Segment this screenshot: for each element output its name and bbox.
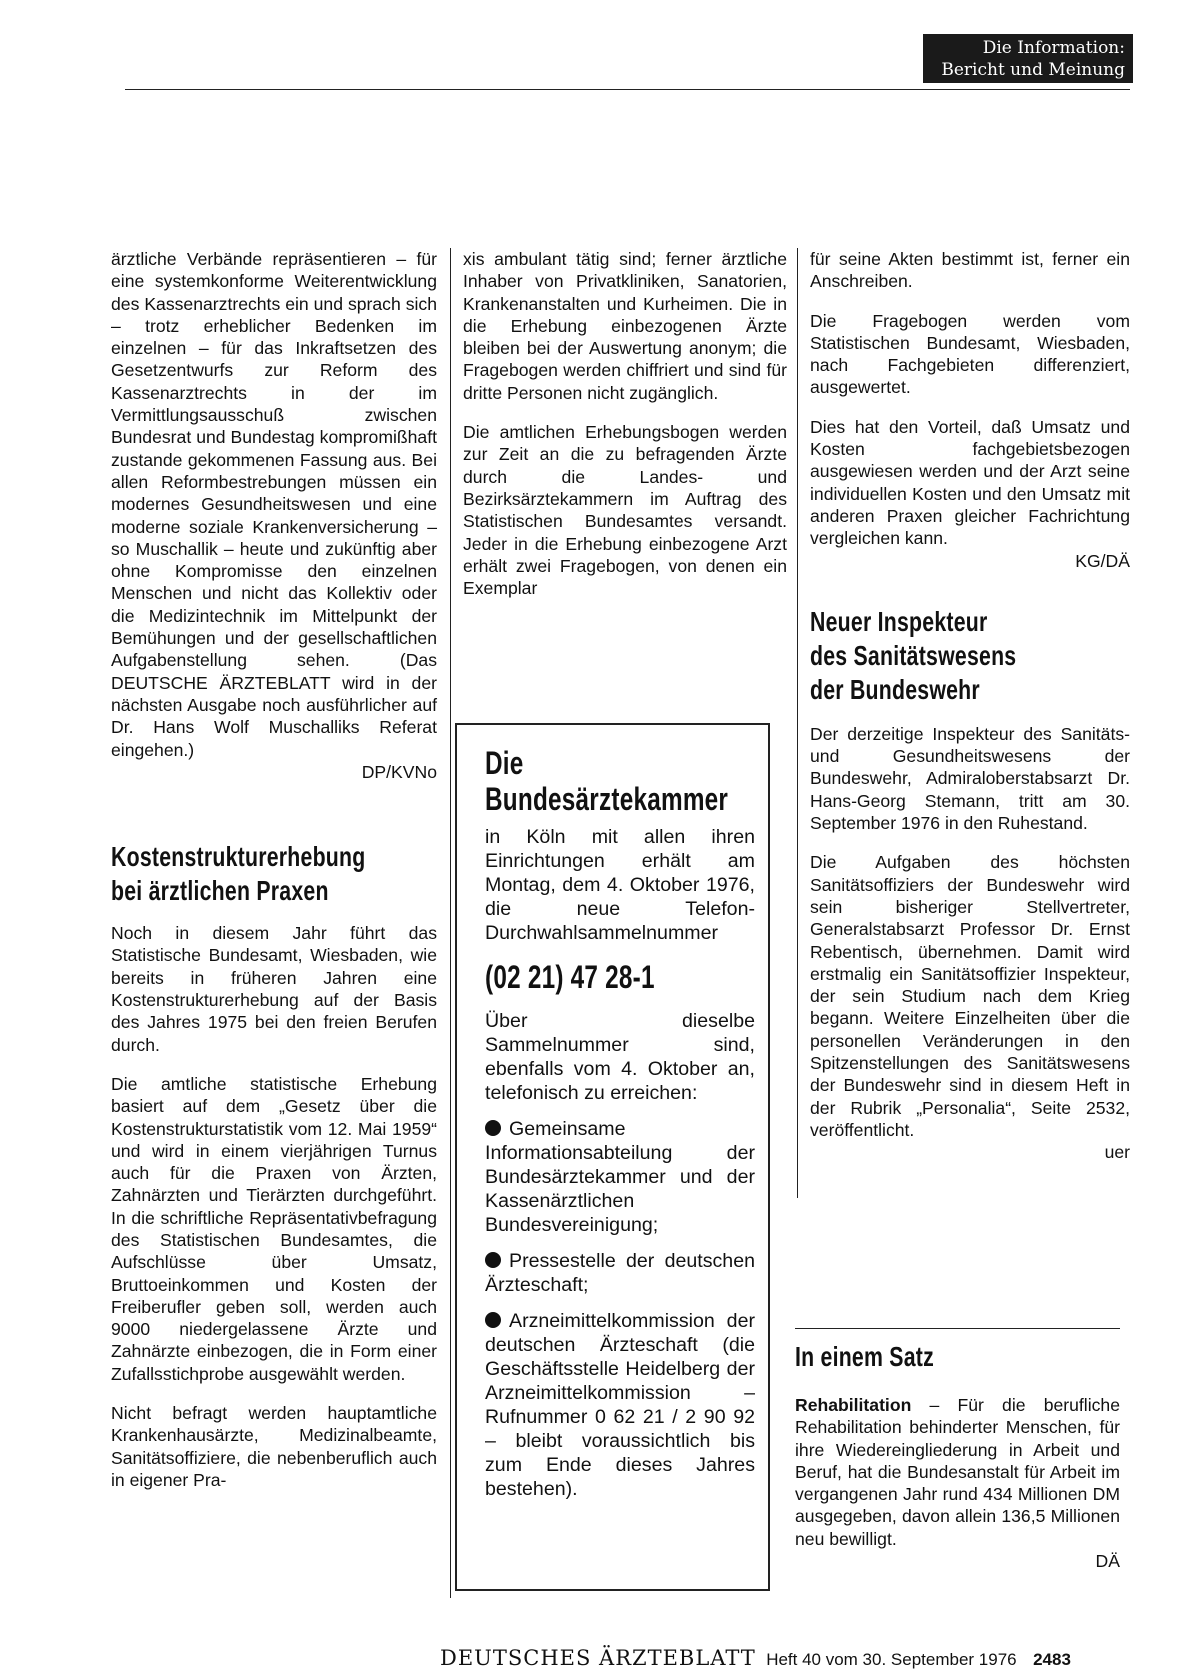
article-paragraph: Die amtlichen Erhebungsbogen werden zur Zeit an die zu befragenden Ärzte durch die Landes- und Bezirksärztekammern im Auftrag des Statistischen Bundesamtes versandt. Jeder in die Erhebung einbezogene Arzt erhält zwei Fragebogen, von denen ein Exemplar	[463, 422, 787, 599]
notice-bullet	[485, 1117, 755, 1237]
author-signoff: KG/DÄ	[1075, 550, 1130, 571]
issue-info: Heft 40 vom 30. September 1976	[766, 1650, 1017, 1669]
notice-bullet	[485, 1249, 755, 1297]
article-paragraph: xis ambulant tätig sind; ferner ärztliche Inhaber von Privatkliniken, Sanatorien, Krankenanstalten und Kurheimen. Die in die Erhebung einbezogenen Ärzte bleiben bei der Auswertung anonym; die Fragebogen werden chiffriert und sind für dritte Personen nicht zugänglich.	[463, 249, 787, 403]
article-heading	[810, 605, 1053, 707]
notice-title-line: Bundesärztekammer	[485, 781, 729, 817]
notice-paragraph: Über dieselbe Sammelnummer sind, ebenfalls vom 4. Oktober an, telefonisch zu erreichen:	[485, 1010, 755, 1104]
article-paragraph: für seine Akten bestimmt ist, ferner ein Anschreiben.	[810, 249, 1130, 292]
satz-paragraph	[795, 1394, 1120, 1572]
notice-box	[455, 723, 770, 1591]
article-paragraph: Die Fragebogen werden vom Statistischen Bundesamt, Wiesbaden, nach Fachgebieten differenziert, ausgewertet.	[810, 310, 1130, 398]
notice-bullet	[485, 1309, 755, 1501]
article-paragraph: Noch in diesem Jahr führt das Statistische Bundesamt, Wiesbaden, wie bereits in früheren Jahren eine Kostenstrukturerhebung auf der Basis des Jahres 1975 bei den freien Berufen durch.	[111, 923, 437, 1055]
article-paragraph	[810, 851, 1130, 1163]
column-divider	[450, 248, 451, 1598]
paragraph-text: ärztliche Verbände repräsentieren – für eine systemkonforme Weiterentwicklung des Kassenarztrechts ein und sprach sich – trotz erheblicher Bedenken im einzelnen – für das Inkraftsetzen des Gesetzentwurfs zur Reform des Kassenarztrechts in der im Vermittlungsausschuß zwischen Bundesrat und Bundestag kompromißhaft zustande gekommenen Fassung aus. Bei allen Reformbestrebungen müssen ein modernes Gesundheitswesen und eine moderne soziale Krankenversicherung – so Muschallik – heute und zukünftig aber ohne Kompromisse den einzelnen Menschen und nicht das Kollektiv oder die Medizintechnik im Mittelpunkt der Bemühungen und der gesellschaftlichen Aufgabenstellung sehen. (Das DEUTSCHE ÄRZTEBLATT wird in der nächsten Ausgabe noch ausführlicher auf Dr. Hans Wolf Muschalliks Referat eingehen.)	[111, 249, 437, 760]
section-label	[923, 34, 1133, 83]
bullet-icon	[485, 1312, 501, 1328]
column-right	[810, 248, 1130, 1181]
bullet-text: Gemeinsame Informationsabteilung der Bundesärztekammer und der Kassenärztlichen Bundesvereinigung;	[485, 1118, 755, 1236]
magazine-name: DEUTSCHES ÄRZTEBLATT	[440, 1646, 756, 1670]
article-paragraph: Der derzeitige Inspekteur des Sanitäts- und Gesundheitswesens der Bundeswehr, Admiraloberstabsarzt Dr. Hans-Georg Stemann, tritt am 30. September 1976 in den Ruhestand.	[810, 723, 1130, 834]
phone-number: (02 21) 47 28-1	[485, 959, 655, 995]
article-paragraph: Die amtliche statistische Erhebung basiert auf dem „Gesetz über die Kostenstrukturstatistik vom 12. Mai 1959“ und wird in einem vierjährigen Turnus auch für die Praxen von Ärzten, Zahnärzten und Tierärzten durchgeführt. In die schriftliche Repräsentativbefragung des Statistischen Bundesamtes, die Aufschlüsse über Umsatz, Bruttoeinkommen und Kosten der Freiberufler geben soll, werden auch 9000 niedergelassene Ärzte und Zahnärzte einbezogen, die in Form einer Zufallsstichprobe ausgewählt werden.	[111, 1073, 437, 1384]
column-middle	[463, 248, 787, 616]
bullet-icon	[485, 1120, 501, 1136]
paragraph-text: Die Aufgaben des höchsten Sanitätsoffiziers der Bundeswehr wird sein bisheriger Stellvertreter, Generalstabsarzt Professor Dr. Ernst Rebentisch, übernehmen. Damit wird erstmalig ein Sanitätsoffizier Inspekteur, der sein Studium nach dem Krieg begann. Weitere Einzelheiten über die personellen Veränderungen in den Spitzenstellungen des Sanitätswesens der Bundeswehr sind in diesem Heft in der Rubrik „Personalia“, Seite 2532, veröffentlicht.	[810, 852, 1130, 1140]
in-einem-satz-section	[795, 1340, 1120, 1589]
section-label-line1: Die Information:	[982, 38, 1125, 58]
notice-title-line: Die	[485, 745, 524, 781]
notice-title	[485, 745, 729, 817]
bullet-text: Arzneimittelkommission der deutschen Ärzteschaft (die Geschäftsstelle Heidelberg der Arzneimittelkommission – Rufnummer 0 62 21 / 2 90 92 – bleibt voraussichtlich bis zum Ende dieses Jahres bestehen).	[485, 1310, 755, 1500]
article-paragraph: Nicht befragt werden hauptamtliche Krankenhausärzte, Medizinalbeamte, Sanitätsoffiziere, die nebenberuflich auch in eigener Pra-	[111, 1403, 437, 1490]
satz-lead: Rehabilitation	[795, 1395, 912, 1415]
heading-line: Kostenstrukturerhebung	[111, 841, 366, 873]
article-paragraph	[810, 416, 1130, 572]
heading-line: Neuer Inspekteur	[810, 605, 988, 637]
page-number: 2483	[1033, 1650, 1071, 1669]
satz-text: – Für die berufliche Rehabilitation behinderter Menschen, für ihre Wiedereingliederung in Arbeit und Beruf, hat die Bundesanstalt für Arbeit im vergangenen Jahr rund 434 Millionen DM ausgegeben, davon allein 136,5 Millionen neu bewilligt.	[795, 1395, 1120, 1549]
column-divider	[797, 248, 798, 1198]
heading-line: des Sanitätswesens	[810, 639, 1017, 671]
page-footer	[440, 1646, 1130, 1670]
article-heading	[111, 840, 366, 908]
satz-rule	[795, 1328, 1120, 1329]
heading-line: der Bundeswehr	[810, 673, 980, 705]
notice-intro: in Köln mit allen ihren Einrichtungen erhält am Montag, dem 4. Oktober 1976, die neue Telefon-Durchwahlsammelnummer	[485, 826, 755, 944]
bullet-icon	[485, 1252, 501, 1268]
column-left	[111, 248, 437, 1508]
author-signoff: uer	[1104, 1142, 1130, 1163]
notice-box-content	[485, 745, 755, 1513]
section-label-line2: Bericht und Meinung	[941, 60, 1125, 80]
satz-heading: In einem Satz	[795, 1341, 934, 1372]
article-paragraph	[111, 248, 437, 783]
author-signoff: DP/KVNo	[361, 761, 437, 782]
author-signoff: DÄ	[1095, 1551, 1120, 1572]
paragraph-text: Dies hat den Vorteil, daß Umsatz und Kosten fachgebietsbezogen ausgewiesen werden und der Arzt seine individuellen Kosten und den Umsatz mit anderen Praxen gleicher Fachrichtung vergleichen kann.	[810, 416, 1130, 549]
header-rule	[125, 89, 1130, 90]
heading-line: bei ärztlichen Praxen	[111, 875, 329, 907]
bullet-text: Pressestelle der deutschen Ärzteschaft;	[485, 1250, 755, 1296]
